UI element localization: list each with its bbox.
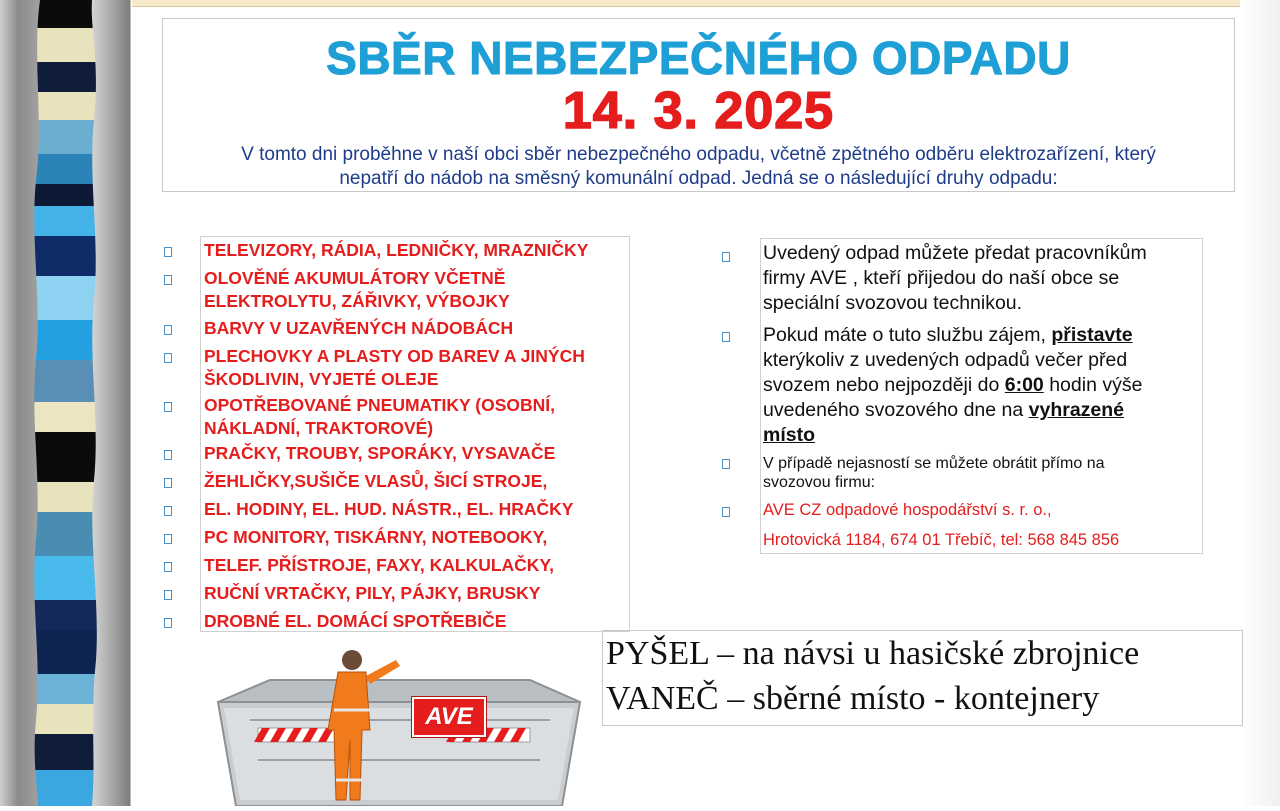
collection-date: 14. 3. 2025 bbox=[562, 82, 835, 140]
locations-box bbox=[602, 630, 1243, 726]
intro-line-2: nepatří do nádob na směsný komunální odpad. Jedná se o následující druhy odpadu: bbox=[339, 168, 1058, 189]
header-box bbox=[162, 18, 1235, 192]
waste-type-text: EL. HODINY, EL. HUD. NÁSTR., EL. HRAČKY bbox=[204, 499, 574, 519]
bullet-icon bbox=[164, 450, 172, 460]
info-line: firmy AVE , kteří přijedou do naší obce se bbox=[763, 267, 1120, 289]
info-line: Uvedený odpad můžete předat pracovníkům bbox=[763, 242, 1147, 264]
waste-type-text: ŽEHLIČKY,SUŠIČE VLASŮ, ŠICÍ STROJE, bbox=[204, 471, 548, 491]
intro-line-1: V tomto dni proběhne v naší obci sběr nebezpečného odpadu, včetně zpětného odběru elektrozařízení, který bbox=[241, 144, 1156, 165]
info-emphasis: místo bbox=[763, 424, 816, 446]
bullet-icon bbox=[164, 353, 172, 363]
waste-type-text: PLECHOVKY A PLASTY OD BAREV A JINÝCH bbox=[204, 346, 585, 366]
ave-logo bbox=[412, 697, 486, 737]
info-box bbox=[760, 238, 1203, 554]
info-line: kterýkoliv z uvedených odpadů večer před bbox=[763, 349, 1128, 371]
waste-list bbox=[200, 236, 630, 632]
waste-type-text: TELEVIZORY, RÁDIA, LEDNIČKY, MRAZNIČKY bbox=[204, 240, 589, 260]
bullet-icon bbox=[164, 247, 172, 257]
info-line: svozovou firmu: bbox=[763, 474, 876, 491]
waste-type-text: PRAČKY, TROUBY, SPORÁKY, VYSAVAČE bbox=[204, 443, 556, 463]
info-line bbox=[763, 373, 1142, 397]
info-text-part: uvedeného svozového dne na bbox=[763, 399, 1029, 421]
waste-type-text: NÁKLADNÍ, TRAKTOROVÉ) bbox=[204, 418, 434, 438]
page-title: SBĚR NEBEZPEČNÉHO ODPADU bbox=[326, 32, 1071, 84]
info-line bbox=[763, 398, 1124, 422]
ave-logo-text: AVE bbox=[425, 703, 473, 730]
location-pysel: PYŠEL – na návsi u hasičské zbrojnice bbox=[606, 635, 1140, 672]
bullet-icon bbox=[722, 252, 730, 262]
info-text-part: hodin výše bbox=[1043, 374, 1143, 396]
bullet-icon bbox=[164, 506, 172, 516]
info-line bbox=[763, 323, 1133, 347]
waste-type-text: RUČNÍ VRTAČKY, PILY, PÁJKY, BRUSKY bbox=[204, 583, 541, 603]
page-top-edge bbox=[132, 0, 1240, 7]
bullet-icon bbox=[722, 459, 730, 469]
waste-type-text: ELEKTROLYTU, ZÁŘIVKY, VÝBOJKY bbox=[204, 291, 510, 311]
waste-type-text: DROBNÉ EL. DOMÁCÍ SPOTŘEBIČE bbox=[204, 611, 507, 631]
bullet-icon bbox=[164, 325, 172, 335]
bullet-icon bbox=[164, 562, 172, 572]
container-illustration bbox=[210, 640, 590, 806]
company-name: AVE CZ odpadové hospodářství s. r. o., bbox=[763, 501, 1052, 519]
info-line: speciální svozovou technikou. bbox=[763, 292, 1023, 314]
info-text-part: Pokud máte o tuto službu zájem, bbox=[763, 324, 1052, 346]
bullet-icon bbox=[164, 402, 172, 412]
waste-type-text: TELEF. PŘÍSTROJE, FAXY, KALKULAČKY, bbox=[204, 555, 555, 575]
location-vanec: VANEČ – sběrné místo - kontejnery bbox=[606, 680, 1100, 717]
right-margin bbox=[1240, 0, 1280, 806]
company-address: Hrotovická 1184, 674 01 Třebíč, tel: 568 845 856 bbox=[763, 531, 1120, 549]
bullet-icon bbox=[164, 618, 172, 628]
waste-type-text: OPOTŘEBOVANÉ PNEUMATIKY (OSOBNÍ, bbox=[204, 395, 555, 415]
info-text-part: svozem nebo nejpozději do bbox=[763, 374, 1005, 396]
bullet-icon bbox=[722, 507, 730, 517]
intro-text bbox=[163, 143, 1234, 191]
waste-type-text: OLOVĚNÉ AKUMULÁTORY VČETNĚ bbox=[204, 268, 506, 288]
bullet-icon bbox=[722, 332, 730, 342]
info-line: V případě nejasností se můžete obrátit přímo na bbox=[763, 455, 1105, 472]
info-line bbox=[763, 423, 815, 447]
info-emphasis: přistavte bbox=[1051, 324, 1133, 346]
deadline-time: 6:00 bbox=[1004, 374, 1044, 396]
bullet-icon bbox=[164, 534, 172, 544]
decorative-stripe-border bbox=[30, 0, 100, 806]
info-emphasis: vyhrazené bbox=[1028, 399, 1125, 421]
waste-type-text: ŠKODLIVIN, VYJETÉ OLEJE bbox=[204, 369, 439, 389]
waste-type-text: BARVY V UZAVŘENÝCH NÁDOBÁCH bbox=[204, 318, 514, 338]
bullet-icon bbox=[164, 590, 172, 600]
bullet-icon bbox=[164, 478, 172, 488]
waste-type-text: PC MONITORY, TISKÁRNY, NOTEBOOKY, bbox=[204, 527, 548, 547]
bullet-icon bbox=[164, 275, 172, 285]
